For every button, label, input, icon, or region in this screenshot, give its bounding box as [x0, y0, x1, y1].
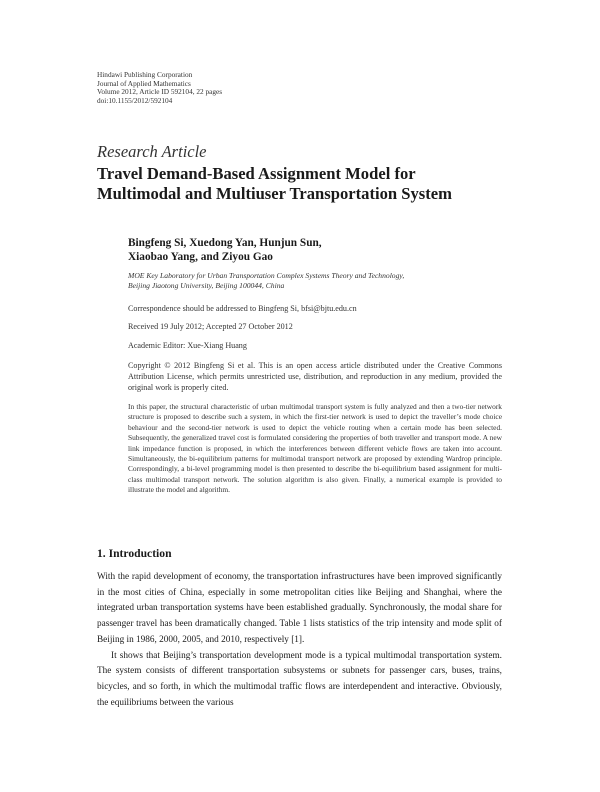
journal-header	[97, 71, 222, 106]
title-line-2: Multimodal and Multiuser Transportation System	[97, 184, 452, 203]
section-heading: 1. Introduction	[97, 547, 172, 560]
affiliation-line-1: MOE Key Laboratory for Urban Transportation Complex Systems Theory and Technology,	[128, 271, 405, 280]
copyright-notice: Copyright © 2012 Bingfeng Si et al. This is an open access article distributed under the Creative Commons Attribution License, which permits unrestricted use, distribution, and reproduction in any medium, provided the original work is properly cited.	[128, 361, 502, 392]
title-line-1: Travel Demand-Based Assignment Model for	[97, 164, 416, 183]
journal-line: Journal of Applied Mathematics	[97, 78, 191, 88]
article-type: Research Article	[97, 142, 207, 161]
volume-line: Volume 2012, Article ID 592104, 22 pages	[97, 87, 223, 97]
received-dates: Received 19 July 2012; Accepted 27 October 2012	[128, 322, 293, 331]
author-list	[128, 236, 322, 264]
section-body	[97, 570, 502, 711]
correspondence: Correspondence should be addressed to Bingfeng Si, bfsi@bjtu.edu.cn	[128, 304, 357, 313]
publisher-line: Hindawi Publishing Corporation	[97, 70, 193, 79]
article-title	[97, 164, 517, 204]
paragraph-1: With the rapid development of economy, the transportation infrastructures have been improved significantly in the most cities of China, especially in some metropolitan cities like Beijing and Shanghai, where the integrated urban transportation systems have been established gradually. Synchronously, the modal share for passenger travel has been dramatically changed. Table 1 lists statistics of the trip intensity and mode split of Beijing in 1986, 2000, 2005, and 2010, respectively [1].	[97, 572, 502, 645]
authors-line-1: Bingfeng Si, Xuedong Yan, Hunjun Sun,	[128, 237, 322, 249]
affiliation-line-2: Beijing Jiaotong University, Beijing 100044, China	[128, 281, 285, 290]
doi-line: doi:10.1155/2012/592104	[97, 96, 173, 106]
academic-editor: Academic Editor: Xue-Xiang Huang	[128, 341, 247, 350]
abstract: In this paper, the structural characteristic of urban multimodal transport system is fully analyzed and then a two-tier network structure is proposed to describe such a system, in which the first-tier network is used to depict the traveller’s mode choice behaviour and the second-tier network is used to depict the vehicle routing when a certain mode has been selected. Subsequently, the generalized travel cost is formulated considering the properties of both traveller and transport mode. A new link impedance function is proposed, in which the interferences between different vehicle flows are taken into account. Simultaneously, the bi-equilibrium patterns for multimodal transport network are proposed by extending Wardrop principle. Correspondingly, a bi-level programming model is then presented to describe the bi-equilibrium based assignment for multi-class multimodal transport network. The solution algorithm is also given. Finally, a numerical example is provided to illustrate the model and algorithm.	[128, 402, 502, 495]
affiliation	[128, 271, 404, 291]
authors-line-2: Xiaobao Yang, and Ziyou Gao	[128, 251, 273, 263]
paragraph-2: It shows that Beijing’s transportation development mode is a typical multimodal transportation system. The system consists of different transportation subsystems or subnets for passenger cars, buses, trains, bicycles, and so forth, in which the multimodal traffic flows are interdependent and interactive. Obviously, the equilibriums between the various	[97, 650, 502, 708]
